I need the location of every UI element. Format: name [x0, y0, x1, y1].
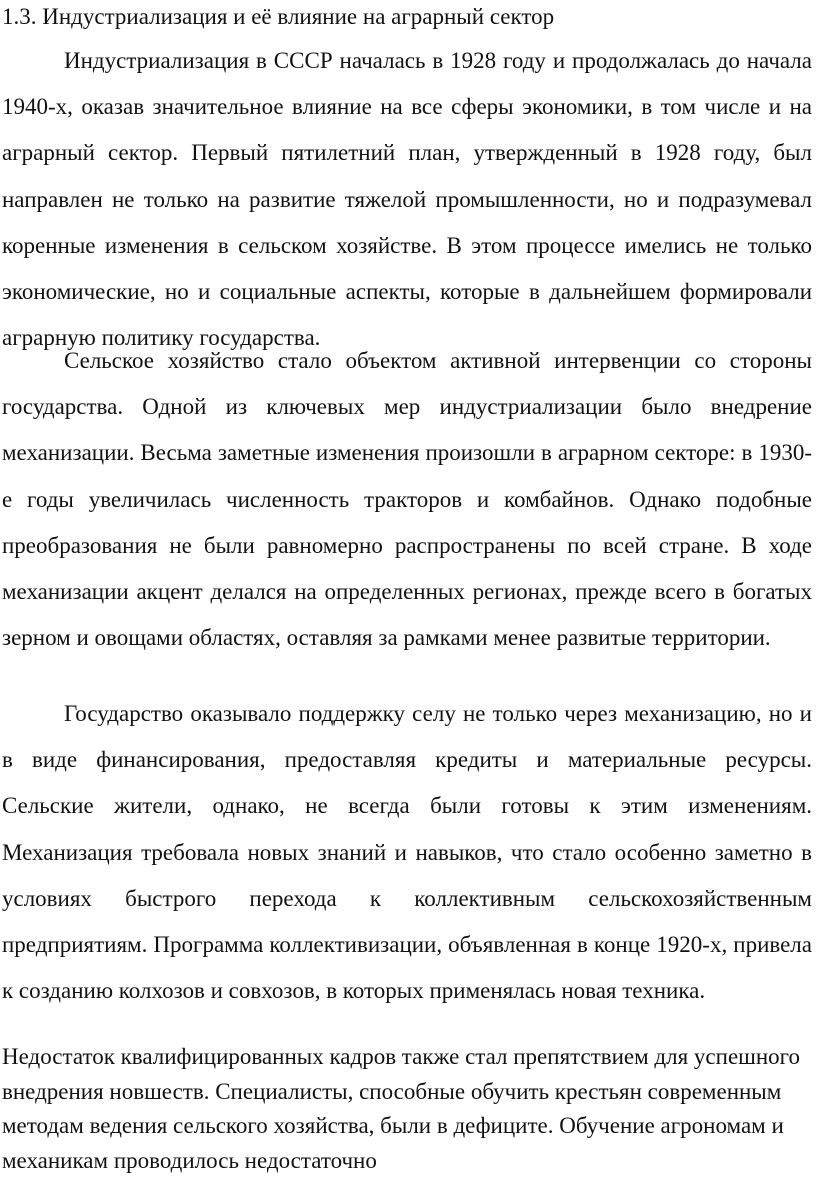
paragraph-state-support: Государство оказывало поддержку селу не только через механизацию, но и в виде финансирования, предоставляя кредиты и материальные ресурсы. Сельские жители, однако, не всегда были готовы к этим изменениям. Механизация требовала новых знаний и навыков, что стало особенно заметно в условиях быстрого перехода к коллективным сельскохозяйственным предприятиям. Программа коллективизации, объявленная в конце 1920-х, привела к созданию колхозов и совхозов, в которых применялась новая техника. [2, 701, 812, 1004]
paragraph-mechanization: Сельское хозяйство стало объектом активной интервенции со стороны государства. Одной из ключевых мер индустриализации было внедрение механизации. Весьма заметные изменения произошли в аграрном секторе: в 1930-е годы увеличилась численность тракторов и комбайнов. Однако подобные преобразования не были равномерно распространены по всей стране. В ходе механизации акцент делался на определенных регионах, прежде всего в богатых зерном и овощами областях, оставляя за рамками менее развитые территории. [2, 348, 812, 651]
paragraph-industrialization-intro: Индустриализация в СССР началась в 1928 году и продолжалась до начала 1940-х, оказав значительное влияние на все сферы экономики, в том числе и на аграрный сектор. Первый пятилетний план, утвержденный в 1928 году, был направлен не только на развитие тяжелой промышленности, но и подразумевал коренные изменения в сельском хозяйстве. В этом процессе имелись не только экономические, но и социальные аспекты, которые в дальнейшем формировали аграрную политику государства. [2, 48, 812, 351]
paragraph-personnel-shortage: Недостаток квалифицированных кадров также стал препятствием для успешного внедрения новшеств. Специалисты, способные обучить крестьян современным методам ведения сельского хозяйства, были в дефиците. Обучение агрономам и механикам проводилось недостаточно [2, 1044, 801, 1173]
section-heading: 1.3. Индустриализация и её влияние на аграрный сектор [2, 4, 555, 29]
